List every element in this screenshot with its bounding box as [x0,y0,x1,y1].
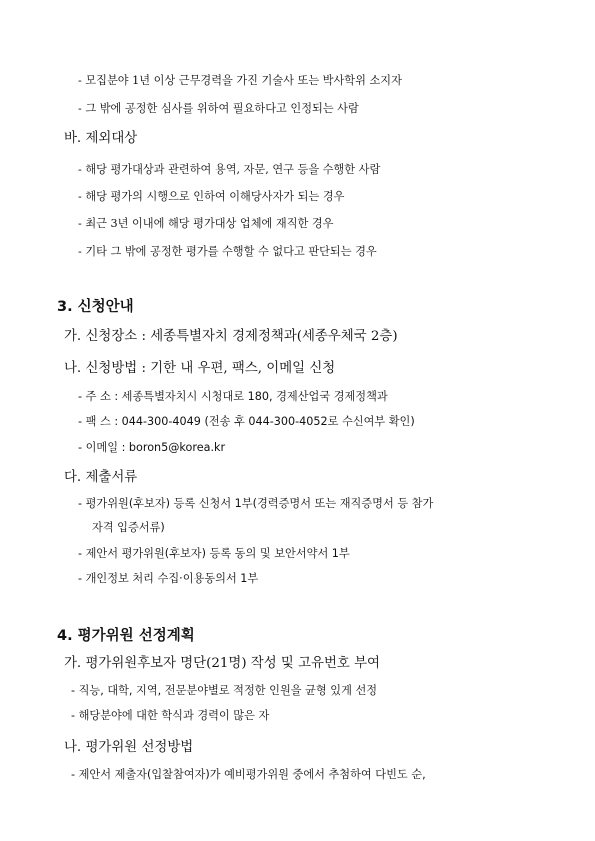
documents-title: 다. 제출서류 [64,470,138,485]
document-item: - 제안서 평가위원(후보자) 등록 동의 및 보안서약서 1부 [78,547,350,560]
selection-item-b: 나. 평가위원 선정방법 [64,740,194,755]
selection-item-a: 가. 평가위원후보자 명단(21명) 작성 및 고유번호 부여 [64,656,380,671]
document-item-continuation: 자격 입증서류) [92,521,165,534]
exclusion-item: - 최근 3년 이내에 해당 평가대상 업체에 재직한 경우 [78,217,334,230]
selection-detail: - 제안서 제출자(입찰참여자)가 예비평가위원 중에서 추첨하여 다빈도 순, [71,768,426,781]
exclusion-title: 바. 제외대상 [64,131,138,146]
exclusion-item: - 해당 평가의 시행으로 인하여 이해당사자가 되는 경우 [78,190,345,203]
eligibility-item: - 모집분야 1년 이상 근무경력을 가진 기술사 또는 박사학위 소지자 [78,74,402,87]
section-heading-application: 3. 신청안내 [57,299,134,315]
address-line: - 주 소 : 세종특별자치시 시청대로 180, 경제산업국 경제정책과 [78,390,388,403]
selection-detail: - 직능, 대학, 지역, 전문분야별로 적정한 인원을 균형 있게 선정 [71,684,378,697]
exclusion-item: - 기타 그 밖에 공정한 평가를 수행할 수 없다고 판단되는 경우 [78,245,377,258]
application-place: 가. 신청장소 : 세종특별자치 경제정책과(세종우체국 2층) [64,329,398,344]
application-method: 나. 신청방법 : 기한 내 우편, 팩스, 이메일 신청 [64,361,336,376]
eligibility-item: - 그 밖에 공정한 심사를 위하여 필요하다고 인정되는 사람 [78,102,359,115]
document-item: - 개인정보 처리 수집·이용동의서 1부 [78,572,259,585]
document-item: - 평가위원(후보자) 등록 신청서 1부(경력증명서 또는 재직증명서 등 참가 [78,497,434,510]
selection-detail: - 해당분야에 대한 학식과 경력이 많은 자 [71,709,270,722]
email-line: - 이메일 : boron5@korea.kr [78,441,226,454]
fax-line: - 팩 스 : 044-300-4049 (전송 후 044-300-4052로 수신여부 확인) [78,415,415,428]
exclusion-item: - 해당 평가대상과 관련하여 용역, 자문, 연구 등을 수행한 사람 [78,163,381,176]
section-heading-selection: 4. 평가위원 선정계획 [57,628,195,644]
